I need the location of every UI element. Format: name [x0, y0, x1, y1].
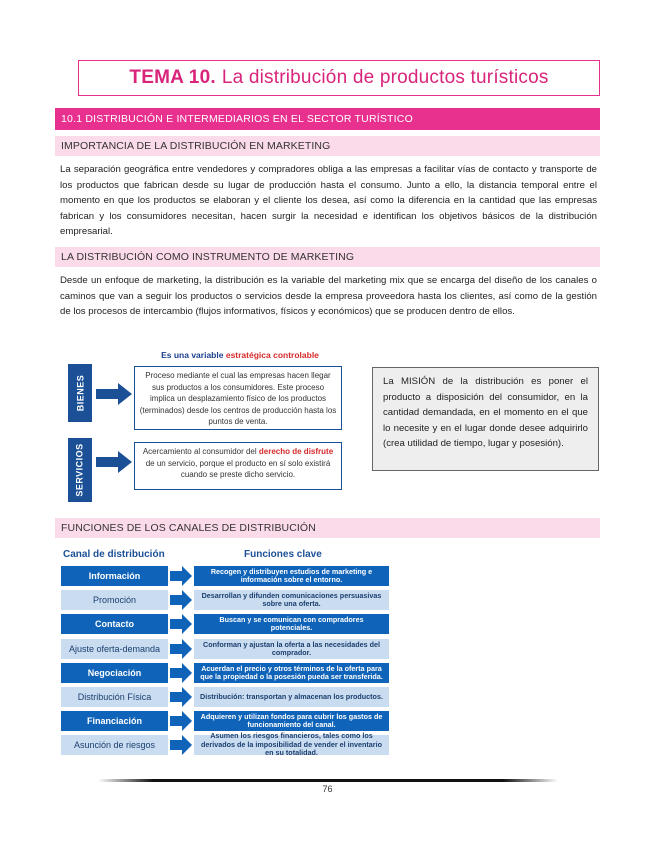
arrow-right-icon [170, 663, 192, 683]
canal-function-desc: Buscan y se comunican con compradores potenciales. [194, 614, 389, 634]
mision-a: La [383, 376, 394, 387]
variable-title [140, 350, 340, 360]
canal-function-desc: Recogen y distribuyen estudios de marketing e información sobre el entorno. [194, 566, 389, 586]
bienes-label: BIENES [75, 374, 86, 412]
mision-box [372, 367, 599, 471]
servicios-text-a: Acercamiento al consumidor del [142, 447, 257, 456]
servicios-tab [68, 438, 92, 502]
funciones-heading: FUNCIONES DE LOS CANALES DE DISTRIBUCIÓN [55, 518, 600, 538]
title-lead: TEMA 10. [129, 67, 216, 88]
canal-function-desc: Distribución: transportan y almacenan los productos. [194, 687, 389, 707]
servicios-label: SERVICIOS [75, 443, 86, 497]
variable-title-a: Es una variable [161, 350, 224, 360]
canal-label: Asunción de riesgos [61, 735, 168, 755]
mision-c: de la distribución es poner el producto a disposición del consumidor, en la cantidad demandada, en el momento en el que lo necesite y en el lugar donde desee adquirirlo (crea utilidad de tiempo, lugar y posesión). [383, 376, 588, 449]
canal-label: Promoción [61, 590, 168, 610]
canal-label: Contacto [61, 614, 168, 634]
footer-rule [98, 779, 558, 782]
arrow-right-icon [170, 711, 192, 731]
importancia-heading: IMPORTANCIA DE LA DISTRIBUCIÓN EN MARKETING [55, 136, 600, 156]
section-heading: 10.1 DISTRIBUCIÓN E INTERMEDIARIOS EN EL SECTOR TURÍSTICO [55, 108, 600, 130]
servicios-definition [134, 442, 342, 490]
canal-label: Negociación [61, 663, 168, 683]
arrow-right-icon [170, 639, 192, 659]
canal-label: Distribución Física [61, 687, 168, 707]
canal-function-desc: Asumen los riesgos financieros, tales como los derivados de la imposibilidad de vender el inventario en su totalidad. [194, 735, 389, 755]
canal-function-desc: Conforman y ajustan la oferta a las necesidades del comprador. [194, 639, 389, 659]
arrow-right-icon [170, 687, 192, 707]
instrumento-heading: LA DISTRIBUCIÓN COMO INSTRUMENTO DE MARKETING [55, 247, 600, 267]
canal-label: Financiación [61, 711, 168, 731]
funciones-column-header: Funciones clave [244, 549, 322, 560]
bienes-arrow-icon [96, 383, 132, 405]
variable-title-b: estratégica controlable [225, 350, 319, 360]
title-text: La distribución de productos turísticos [221, 67, 549, 88]
canal-label: Ajuste oferta-demanda [61, 639, 168, 659]
arrow-right-icon [170, 614, 192, 634]
mision-b: MISIÓN [401, 376, 436, 387]
arrow-right-icon [170, 590, 192, 610]
servicios-arrow-icon [96, 451, 132, 473]
canal-function-desc: Desarrollan y difunden comunicaciones persuasivas sobre una oferta. [194, 590, 389, 610]
arrow-right-icon [170, 566, 192, 586]
servicios-text-b: derecho de disfrute [258, 447, 334, 456]
importancia-text: La separación geográfica entre vendedores y compradores obliga a las empresas a facilitar vías de contacto y transporte de los productos que fabrican desde su lugar de producción hasta el consumo. Junto a ello, la distancia temporal entre el momento en que los productos se elaboran y el cliente los desea, así como la diferencia en la cantidad que las empresas fabrican y los consumidores necesitan, hacen surgir la necesidad e identifican los objetivos básicos de la distribución empresarial. [60, 164, 597, 237]
canal-column-header: Canal de distribución [63, 549, 165, 560]
instrumento-text: Desde un enfoque de marketing, la distribución es la variable del marketing mix que se encarga del diseño de los canales o caminos que van a seguir los productos o servicios desde la empresa proveedora hasta los clientes, así como de la gestión de los procesos de intercambio (flujos informativos, físicos y económicos) que se producen dentro de ellos. [60, 275, 597, 317]
canal-function-desc: Adquieren y utilizan fondos para cubrir los gastos de funcionamiento del canal. [194, 711, 389, 731]
page-number: 76 [322, 784, 333, 794]
arrow-right-icon [170, 735, 192, 755]
servicios-text-c: de un servicio, porque el producto en sí solo existirá cuando se preste dicho servicio. [145, 458, 331, 479]
bienes-definition: Proceso mediante el cual las empresas hacen llegar sus productos a los consumidores. Este proceso implica un desplazamiento físico de los productos (terminados) desde los centros de producción hasta los puntos de venta. [134, 366, 342, 430]
canal-function-desc: Acuerdan el precio y otros términos de la oferta para que la propiedad o la posesión pueda ser transferida. [194, 663, 389, 683]
page-title [78, 60, 600, 96]
canal-label: Información [61, 566, 168, 586]
bienes-tab [68, 364, 92, 422]
